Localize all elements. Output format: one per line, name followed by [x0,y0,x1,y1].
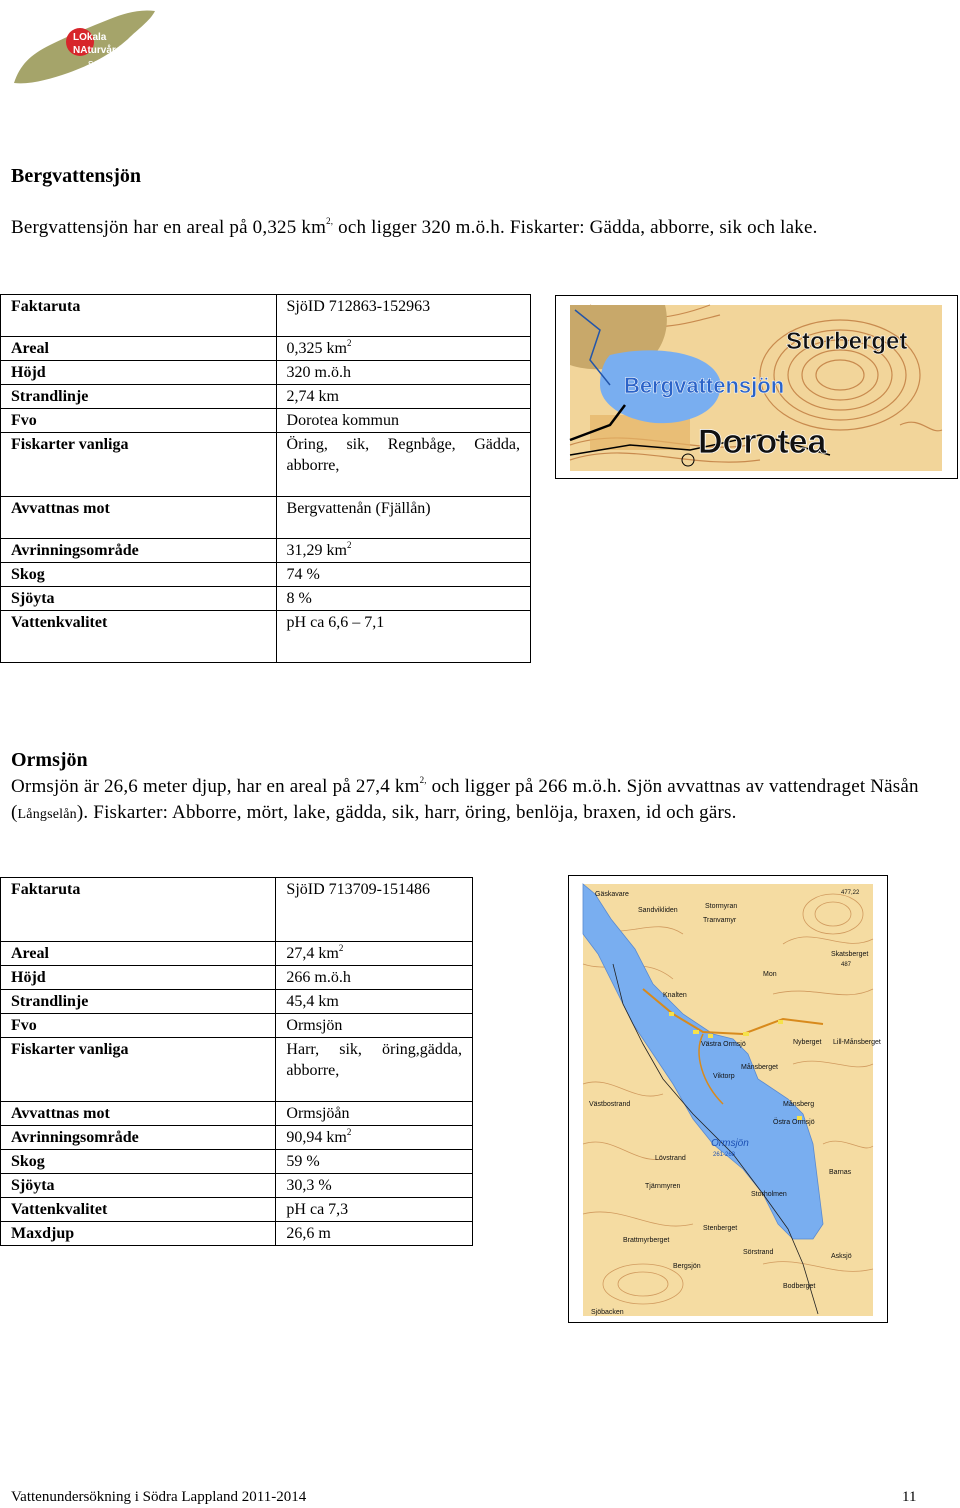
fact-label: Maxdjup [1,1222,276,1246]
fact-value: 74 % [286,566,320,583]
fact-row [1,1126,473,1150]
fact-value: 90,94 km [286,1129,347,1146]
map1-label-town: Dorotea [698,423,827,461]
map-graphic-1 [570,305,942,471]
fact-value-cell [276,878,473,942]
fact-value-cell [276,361,530,385]
map2-place-label: Stenberget [703,1225,738,1232]
fact-label: Vattenkvalitet [1,1198,276,1222]
fact-value: 26,6 m [286,1225,331,1242]
fact-row [1,563,531,587]
fact-label: Avrinningsområde [1,539,277,563]
map2-place-label: Sörstrand [743,1249,774,1256]
project-logo [10,5,160,90]
map2-place-label: Storholmen [751,1191,787,1198]
fact-row [1,409,531,433]
fact-value-cell [276,1102,473,1126]
intro-bergvattensjon [11,215,926,241]
fact-value: 45,4 km [286,993,339,1010]
map2-place-label: Lövstrand [655,1155,686,1162]
fact-label: Faktaruta [1,878,276,942]
fact-value-sup: 2 [346,1127,352,1137]
map2-place-label: Tjärnmyren [645,1183,681,1190]
fact-row [1,966,473,990]
map2-place-label: Västbostrand [589,1101,631,1108]
map2-place-label: Mon [763,971,777,978]
fact-value: 31,29 km [286,542,347,559]
fact-value-cell [276,563,530,587]
fact-value: Ormsjöån [286,1105,350,1122]
intro-text-2: och ligger 320 m.ö.h. Fiskarter: Gädda, abborre, sik och lake. [333,217,818,238]
fact-label: Avvattnas mot [1,1102,276,1126]
fact-label: Sjöyta [1,1174,276,1198]
fact-row [1,295,531,337]
map2-place-label: Sandvikliden [638,907,678,914]
fact-label: Skog [1,1150,276,1174]
fact-row [1,497,531,539]
fact-value-cell [276,433,530,497]
fact-row [1,1198,473,1222]
fact-value-cell [276,1150,473,1174]
map-graphic-2 [583,884,881,1316]
fact-value: Ormsjön [286,1017,343,1034]
fact-value: 8 % [286,590,312,607]
map2-place-label: Lill-Månsberget [833,1039,881,1046]
fact-value-cell [276,497,530,539]
fact-row [1,433,531,497]
intro-sup-1: 2, [326,216,334,226]
fact-row [1,539,531,563]
fact-value: SjöID 712863-152963 [286,298,431,315]
fact-value-cell [276,337,530,361]
fact-row [1,1174,473,1198]
section-title-bergvattensjon: Bergvattensjön [11,165,141,187]
map2-place-label: Ormsjön [711,1138,749,1149]
fact-value-cell [276,611,530,663]
fact-row [1,611,531,663]
map2-place-label: Skatsberget [831,951,869,958]
fact-value: Harr, sik, öring,gädda, abborre, [286,1041,462,1079]
map2-place-label: Sjöbacken [591,1309,624,1316]
map2-place-label: Nyberget [793,1039,822,1046]
logo-text-3: satsningen [88,58,142,70]
map-ormsjon [568,875,888,1323]
fact-value-sup: 2 [338,943,344,953]
fact-value-cell [276,1126,473,1150]
fact-row [1,587,531,611]
map-bergvattensjon [555,295,958,479]
map2-place-label: Månsberget [741,1064,778,1071]
fact-row [1,1038,473,1102]
fact-label: Strandlinje [1,990,276,1014]
map2-place-label: Asksjö [831,1253,852,1260]
fact-value: 59 % [286,1153,320,1170]
fact-label: Areal [1,942,276,966]
fact-value-cell [276,1174,473,1198]
map2-place-label: Tranvamyr [703,917,737,924]
fact-value: 320 m.ö.h [286,364,351,381]
fact-label: Fiskarter vanliga [1,1038,276,1102]
fact-value: 266 m.ö.h [286,969,351,986]
fact-label: Fvo [1,1014,276,1038]
map2-place-label: Knalten [663,992,687,999]
map1-label-lake: Bergvattensjön [624,373,785,398]
fact-value-cell [276,1038,473,1102]
fact-value: pH ca 6,6 – 7,1 [286,614,385,631]
fact-table-bergvattensjon [0,294,531,663]
fact-label: Strandlinje [1,385,277,409]
map2-place-label: Månsberg [783,1101,815,1108]
fact-value-cell [276,1222,473,1246]
map2-place-label: Brattmyrberget [623,1237,670,1244]
fact-label: Avvattnas mot [1,497,277,539]
fact-value: Bergvattenån (Fjällån) [286,500,431,517]
map2-place-label: Östra Ormsjö [773,1119,815,1126]
fact-value-cell [276,409,530,433]
fact-label: Skog [1,563,277,587]
fact-value-cell [276,295,530,337]
fact-value: SjöID 713709-151486 [286,881,430,898]
map2-place-label: Gäskavare [595,891,629,898]
map2-place-label: Västra Ormsjö [701,1041,746,1048]
logo-graphic [10,5,160,90]
fact-value: 30,3 % [286,1177,332,1194]
fact-row [1,942,473,966]
map2-place-label: Bergsjön [673,1263,701,1270]
page-number: 11 [902,1489,917,1505]
fact-label: Areal [1,337,277,361]
intro2-text-3: ). Fiskarter: Abborre, mört, lake, gädda, sik, harr, öring, benlöja, braxen, id och gärs. [76,802,737,823]
map2-place-label: Stormyran [705,903,738,910]
intro-ormsjon [11,774,926,828]
fact-label: Fiskarter vanliga [1,433,277,497]
map1-label-storberget: Storberget [786,328,908,355]
map2-place-label: Barnas [829,1169,852,1176]
fact-row [1,1014,473,1038]
fact-label: Avrinningsområde [1,1126,276,1150]
fact-label: Sjöyta [1,587,277,611]
intro2-sup: 2, [419,775,427,785]
fact-value: Öring, sik, Regnbåge, Gädda, abborre, [286,436,520,474]
fact-value-cell [276,942,473,966]
fact-label: Faktaruta [1,295,277,337]
fact-row [1,1150,473,1174]
fact-label: Höjd [1,966,276,990]
fact-row [1,1222,473,1246]
map2-number-label: 477,22 [841,890,860,896]
fact-value-cell [276,990,473,1014]
fact-value: 27,4 km [286,945,339,962]
fact-value: 2,74 km [286,388,339,405]
fact-value-cell [276,1014,473,1038]
intro-text-1: Bergvattensjön har en areal på 0,325 km [11,217,327,238]
fact-value-cell [276,539,530,563]
intro2-text-1: Ormsjön är 26,6 meter djup, har en areal på 27,4 km [11,776,420,797]
map2-number-label: 487 [841,962,852,968]
fact-row [1,1102,473,1126]
intro2-text-2: och ligger på 266 m.ö.h. Sjön avvattnas av vattendraget Näsån ( [11,776,919,823]
fact-value-cell [276,385,530,409]
fact-row [1,337,531,361]
fact-row [1,878,473,942]
map2-number-label: 261-268 [713,1152,736,1158]
fact-label: Vattenkvalitet [1,611,277,663]
fact-row [1,385,531,409]
fact-value-cell [276,1198,473,1222]
fact-value-cell [276,587,530,611]
map2-place-label: Bodberget [783,1283,816,1290]
fact-label: Fvo [1,409,277,433]
fact-value: 0,325 km [286,340,347,357]
fact-value: pH ca 7,3 [286,1201,349,1218]
logo-text-1: LOkala [73,32,107,43]
fact-row [1,361,531,385]
fact-row [1,990,473,1014]
fact-value-sup: 2 [346,540,352,550]
footer-text: Vattenundersökning i Södra Lappland 2011-2014 [11,1489,307,1505]
fact-label: Höjd [1,361,277,385]
map2-place-label: Viktorp [713,1073,735,1080]
logo-text-2: NAturvårds [73,45,128,56]
section-title-ormsjon: Ormsjön [11,749,88,771]
fact-value-cell [276,966,473,990]
fact-value-sup: 2 [346,338,352,348]
fact-table-ormsjon [0,877,473,1246]
intro2-text-small: Långselån [17,807,77,822]
fact-value: Dorotea kommun [286,412,399,429]
